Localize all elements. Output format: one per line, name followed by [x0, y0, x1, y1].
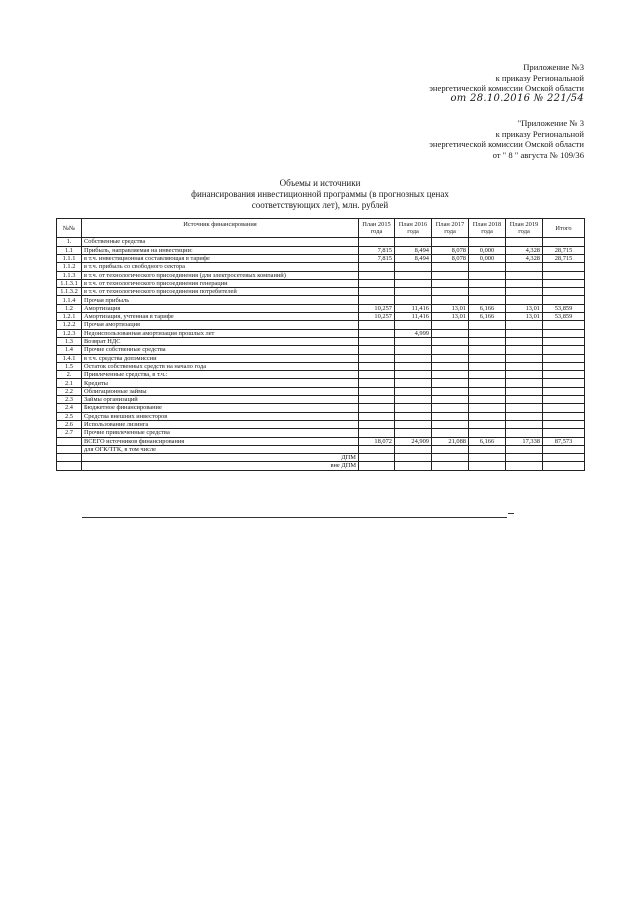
row-code: 1.5 — [57, 362, 82, 370]
row-value-plan-2015 — [359, 279, 395, 287]
row-value-plan-2018 — [469, 271, 506, 279]
table-row — [57, 454, 585, 462]
table-row — [57, 462, 585, 470]
header-plan-2018: План 2018 года — [469, 219, 506, 238]
row-source-name: Бюджетное финансирование — [82, 404, 359, 412]
row-value-plan-2017 — [432, 379, 469, 387]
row-value-plan-2015: 18,072 — [359, 437, 395, 445]
row-value-plan-2018: 6,166 — [469, 304, 506, 312]
row-value-plan-2018 — [469, 362, 506, 370]
handwritten-date-number: от 28.10.2016 № 221/54 — [450, 92, 584, 104]
annex-header-line: энергетической комиссии Омской области — [429, 83, 584, 94]
table-row — [57, 346, 585, 354]
row-source-name: Амортизация, учтенная в тарифе — [82, 313, 359, 321]
row-value-plan-2018 — [469, 346, 506, 354]
row-value-total — [543, 296, 585, 304]
row-value-plan-2016 — [395, 396, 432, 404]
row-value-plan-2015: 10,257 — [359, 304, 395, 312]
row-source-name: Прибыль, направляемая на инвестиции: — [82, 246, 359, 254]
row-value-plan-2015 — [359, 462, 395, 470]
table-row — [57, 255, 585, 263]
row-value-plan-2016 — [395, 379, 432, 387]
title-line: соответствующих лет), млн. рублей — [251, 200, 389, 210]
row-value-plan-2017: 13,01 — [432, 313, 469, 321]
row-code: 1.2.1 — [57, 313, 82, 321]
row-value-plan-2017: 13,01 — [432, 304, 469, 312]
row-value-plan-2016 — [395, 337, 432, 345]
row-value-plan-2017 — [432, 371, 469, 379]
row-value-plan-2019 — [506, 445, 543, 453]
row-value-plan-2018 — [469, 337, 506, 345]
row-value-plan-2017 — [432, 445, 469, 453]
row-value-plan-2019: 13,01 — [506, 313, 543, 321]
row-code: 1.2.2 — [57, 321, 82, 329]
row-value-plan-2019: 13,01 — [506, 304, 543, 312]
row-code: 1.2.3 — [57, 329, 82, 337]
row-value-plan-2017 — [432, 238, 469, 246]
row-value-plan-2015 — [359, 238, 395, 246]
row-source-name: Использование лизинга — [82, 420, 359, 428]
row-value-plan-2019 — [506, 371, 543, 379]
row-value-total — [543, 337, 585, 345]
row-value-total — [543, 271, 585, 279]
row-value-plan-2019 — [506, 462, 543, 470]
table-row — [57, 271, 585, 279]
row-code: 2.3 — [57, 396, 82, 404]
row-source-name: ДПМ — [82, 454, 359, 462]
table-row — [57, 404, 585, 412]
row-value-total — [543, 288, 585, 296]
row-value-total — [543, 420, 585, 428]
row-source-name: Кредиты — [82, 379, 359, 387]
row-value-total: 28,715 — [543, 255, 585, 263]
title-line: финансирования инвестиционной программы (в прогнозных ценах — [191, 189, 449, 199]
signature-line — [82, 517, 507, 518]
row-value-plan-2016 — [395, 387, 432, 395]
row-value-total — [543, 362, 585, 370]
row-value-plan-2015 — [359, 329, 395, 337]
row-value-plan-2016 — [395, 346, 432, 354]
row-source-name: Прочие собственные средства — [82, 346, 359, 354]
row-value-total — [543, 354, 585, 362]
row-value-plan-2015 — [359, 288, 395, 296]
row-value-plan-2018 — [469, 396, 506, 404]
row-value-plan-2019 — [506, 412, 543, 420]
row-value-plan-2016 — [395, 321, 432, 329]
table-row — [57, 304, 585, 312]
row-value-plan-2019 — [506, 279, 543, 287]
table-row — [57, 288, 585, 296]
row-value-plan-2019 — [506, 429, 543, 437]
row-value-plan-2015 — [359, 337, 395, 345]
row-value-plan-2019 — [506, 346, 543, 354]
row-code: 2.6 — [57, 420, 82, 428]
row-value-plan-2018 — [469, 296, 506, 304]
row-value-plan-2015 — [359, 321, 395, 329]
row-value-plan-2017 — [432, 396, 469, 404]
row-value-plan-2015: 7,815 — [359, 255, 395, 263]
annex-header-line: "Приложение № 3 — [517, 118, 584, 128]
row-value-plan-2016: 8,494 — [395, 246, 432, 254]
header-plan-2019: План 2019 года — [506, 219, 543, 238]
row-value-plan-2015 — [359, 346, 395, 354]
row-value-plan-2015 — [359, 396, 395, 404]
row-value-plan-2017 — [432, 346, 469, 354]
row-value-plan-2019 — [506, 288, 543, 296]
row-value-total — [543, 404, 585, 412]
row-source-name: Амортизация — [82, 304, 359, 312]
header-plan-2015: План 2015 года — [359, 219, 395, 238]
row-code: 1.4.1 — [57, 354, 82, 362]
row-value-plan-2019: 17,338 — [506, 437, 543, 445]
row-code: 2. — [57, 371, 82, 379]
row-code: 1.1.4 — [57, 296, 82, 304]
table-row — [57, 321, 585, 329]
row-value-plan-2017 — [432, 412, 469, 420]
row-value-plan-2019 — [506, 420, 543, 428]
row-value-plan-2019 — [506, 329, 543, 337]
row-value-plan-2017 — [432, 337, 469, 345]
row-source-name: вне ДПМ — [82, 462, 359, 470]
row-value-plan-2019 — [506, 354, 543, 362]
row-value-plan-2019 — [506, 404, 543, 412]
row-code — [57, 462, 82, 470]
row-value-plan-2019: 4,328 — [506, 246, 543, 254]
row-value-plan-2017: 21,088 — [432, 437, 469, 445]
row-value-plan-2017 — [432, 354, 469, 362]
annex-header-line: энергетической комиссии Омской области — [429, 139, 584, 150]
row-value-plan-2019 — [506, 296, 543, 304]
row-value-plan-2016 — [395, 238, 432, 246]
table-row — [57, 337, 585, 345]
row-code: 1.1.3.1 — [57, 279, 82, 287]
row-value-total — [543, 346, 585, 354]
row-value-plan-2016: 8,494 — [395, 255, 432, 263]
row-value-total — [543, 462, 585, 470]
row-value-plan-2018 — [469, 445, 506, 453]
row-value-total — [543, 429, 585, 437]
annex-header-line: к приказу Региональной — [495, 72, 584, 83]
row-value-plan-2018: 0,000 — [469, 246, 506, 254]
row-source-name: в т.ч. прибыль со свободного сектора — [82, 263, 359, 271]
row-source-name: в т.ч. от технологического присоединения потребителей — [82, 288, 359, 296]
row-value-plan-2018 — [469, 462, 506, 470]
row-value-plan-2017: 8,078 — [432, 255, 469, 263]
row-value-plan-2017 — [432, 420, 469, 428]
row-code: 1. — [57, 238, 82, 246]
row-value-plan-2015 — [359, 354, 395, 362]
row-value-plan-2018 — [469, 354, 506, 362]
row-value-plan-2015 — [359, 429, 395, 437]
row-source-name: для ОГК/ТГК, в том числе — [82, 445, 359, 453]
line-tick-mark — [508, 513, 514, 514]
row-code: 1.1.3 — [57, 271, 82, 279]
row-value-plan-2016 — [395, 371, 432, 379]
row-value-plan-2018 — [469, 279, 506, 287]
row-value-total — [543, 387, 585, 395]
row-value-plan-2015 — [359, 379, 395, 387]
row-source-name: Облигационные займы — [82, 387, 359, 395]
row-value-plan-2015 — [359, 445, 395, 453]
row-value-plan-2017 — [432, 462, 469, 470]
row-value-plan-2018 — [469, 263, 506, 271]
row-value-plan-2019 — [506, 321, 543, 329]
row-value-plan-2016 — [395, 296, 432, 304]
row-value-plan-2018 — [469, 429, 506, 437]
row-value-plan-2019 — [506, 271, 543, 279]
row-value-plan-2016 — [395, 271, 432, 279]
row-value-plan-2017 — [432, 263, 469, 271]
row-value-plan-2017 — [432, 296, 469, 304]
row-value-plan-2017 — [432, 429, 469, 437]
row-value-plan-2016: 11,416 — [395, 304, 432, 312]
table-row — [57, 354, 585, 362]
row-value-plan-2018 — [469, 420, 506, 428]
table-header-row — [57, 219, 585, 238]
row-source-name: Привлеченные средства, в т.ч.: — [82, 371, 359, 379]
row-value-plan-2017 — [432, 387, 469, 395]
row-value-total — [543, 263, 585, 271]
row-value-plan-2019 — [506, 263, 543, 271]
table-row — [57, 445, 585, 453]
row-code — [57, 437, 82, 445]
annex-header-line: от " 8 " августа № 109/36 — [492, 149, 584, 160]
row-value-plan-2016 — [395, 412, 432, 420]
header-num: №№ — [57, 219, 82, 238]
row-value-plan-2019 — [506, 337, 543, 345]
row-value-plan-2015: 10,257 — [359, 313, 395, 321]
row-value-plan-2016 — [395, 263, 432, 271]
row-value-plan-2015 — [359, 404, 395, 412]
row-source-name: в т.ч. от технологического присоединения генерации — [82, 279, 359, 287]
row-value-plan-2017 — [432, 321, 469, 329]
table-row — [57, 362, 585, 370]
row-code: 2.5 — [57, 412, 82, 420]
row-value-plan-2017 — [432, 454, 469, 462]
row-source-name: ВСЕГО источников финансирования — [82, 437, 359, 445]
table-row — [57, 313, 585, 321]
row-value-plan-2019 — [506, 238, 543, 246]
row-value-plan-2016 — [395, 420, 432, 428]
row-value-total: 53,859 — [543, 313, 585, 321]
row-value-total — [543, 371, 585, 379]
row-value-plan-2018: 0,000 — [469, 255, 506, 263]
row-source-name: Недоиспользованная амортизация прошлых лет — [82, 329, 359, 337]
row-value-plan-2017 — [432, 404, 469, 412]
row-source-name: Собственные средства — [82, 238, 359, 246]
row-value-plan-2018 — [469, 288, 506, 296]
row-code — [57, 454, 82, 462]
table-row — [57, 412, 585, 420]
row-value-plan-2017 — [432, 329, 469, 337]
row-value-plan-2016 — [395, 454, 432, 462]
row-value-total: 87,573 — [543, 437, 585, 445]
row-value-total — [543, 445, 585, 453]
row-value-total — [543, 321, 585, 329]
row-source-name: Прочие привлеченные средства — [82, 429, 359, 437]
row-code: 1.1.2 — [57, 263, 82, 271]
row-code: 2.7 — [57, 429, 82, 437]
row-value-plan-2018 — [469, 412, 506, 420]
row-value-plan-2018 — [469, 238, 506, 246]
row-value-plan-2019 — [506, 362, 543, 370]
table-row — [57, 263, 585, 271]
table-row — [57, 246, 585, 254]
row-value-plan-2016 — [395, 462, 432, 470]
row-code: 2.4 — [57, 404, 82, 412]
row-source-name: Прочая амортизация — [82, 321, 359, 329]
row-value-total: 53,859 — [543, 304, 585, 312]
row-value-plan-2016 — [395, 362, 432, 370]
row-value-plan-2017 — [432, 279, 469, 287]
title-line: Объемы и источники — [279, 178, 361, 188]
row-value-total — [543, 329, 585, 337]
row-value-plan-2017 — [432, 288, 469, 296]
header-total: Итого — [543, 219, 585, 238]
annex-header-original — [429, 118, 584, 160]
header-source: Источник финансирования — [82, 219, 359, 238]
row-value-total — [543, 279, 585, 287]
row-value-plan-2015: 7,815 — [359, 246, 395, 254]
document-title — [0, 178, 640, 211]
table-row — [57, 296, 585, 304]
row-value-total — [543, 396, 585, 404]
row-value-plan-2016: 4,999 — [395, 329, 432, 337]
row-value-plan-2015 — [359, 263, 395, 271]
row-value-total — [543, 412, 585, 420]
row-code: 1.1.3.2 — [57, 288, 82, 296]
row-value-plan-2016 — [395, 404, 432, 412]
row-source-name: в т.ч. от технологического присоединения (для электросетевых компаний) — [82, 271, 359, 279]
row-value-plan-2018 — [469, 404, 506, 412]
table-row — [57, 420, 585, 428]
row-source-name: в т.ч. средства допэмиссии — [82, 354, 359, 362]
row-value-total: 28,715 — [543, 246, 585, 254]
row-value-plan-2015 — [359, 454, 395, 462]
row-value-plan-2018: 6,166 — [469, 437, 506, 445]
header-plan-2017: План 2017 года — [432, 219, 469, 238]
row-value-total — [543, 454, 585, 462]
row-source-name: в т.ч. инвестиционная составляющая в тарифе — [82, 255, 359, 263]
annex-header-line: к приказу Региональной — [495, 128, 584, 139]
row-value-plan-2018 — [469, 454, 506, 462]
row-value-plan-2016 — [395, 429, 432, 437]
table-row — [57, 238, 585, 246]
table-row — [57, 329, 585, 337]
row-value-plan-2015 — [359, 412, 395, 420]
row-source-name: Прочая прибыль — [82, 296, 359, 304]
row-value-plan-2015 — [359, 271, 395, 279]
row-code: 1.3 — [57, 337, 82, 345]
row-source-name: Возврат НДС — [82, 337, 359, 345]
table-row — [57, 437, 585, 445]
row-value-plan-2015 — [359, 420, 395, 428]
row-value-plan-2019 — [506, 387, 543, 395]
financing-table — [56, 218, 585, 471]
row-value-plan-2018 — [469, 387, 506, 395]
row-code: 1.1 — [57, 246, 82, 254]
row-value-plan-2016 — [395, 354, 432, 362]
row-code — [57, 445, 82, 453]
table-row — [57, 429, 585, 437]
row-value-plan-2018 — [469, 379, 506, 387]
row-value-total — [543, 238, 585, 246]
row-source-name: Остаток собственных средств на начало года — [82, 362, 359, 370]
header-plan-2016: План 2016 года — [395, 219, 432, 238]
row-value-plan-2015 — [359, 371, 395, 379]
row-value-plan-2016 — [395, 288, 432, 296]
row-value-plan-2018 — [469, 329, 506, 337]
row-code: 1.1.1 — [57, 255, 82, 263]
row-value-plan-2018 — [469, 371, 506, 379]
row-code: 2.1 — [57, 379, 82, 387]
row-value-plan-2016: 24,909 — [395, 437, 432, 445]
table-row — [57, 379, 585, 387]
table-row — [57, 396, 585, 404]
row-source-name: Средства внешних инвесторов — [82, 412, 359, 420]
row-value-plan-2018: 6,166 — [469, 313, 506, 321]
row-value-plan-2015 — [359, 296, 395, 304]
row-value-plan-2019: 4,328 — [506, 255, 543, 263]
annex-header-line: Приложение №3 — [523, 62, 584, 72]
row-value-plan-2016 — [395, 445, 432, 453]
row-value-plan-2019 — [506, 396, 543, 404]
row-value-plan-2016: 11,416 — [395, 313, 432, 321]
row-value-plan-2017 — [432, 271, 469, 279]
row-value-plan-2015 — [359, 387, 395, 395]
row-source-name: Займы организаций — [82, 396, 359, 404]
row-value-plan-2016 — [395, 279, 432, 287]
row-code: 2.2 — [57, 387, 82, 395]
row-value-plan-2019 — [506, 379, 543, 387]
table-row — [57, 279, 585, 287]
row-value-total — [543, 379, 585, 387]
annex-header-new — [429, 62, 584, 104]
row-value-plan-2017 — [432, 362, 469, 370]
row-value-plan-2015 — [359, 362, 395, 370]
table-row — [57, 371, 585, 379]
row-code: 1.2 — [57, 304, 82, 312]
row-value-plan-2017: 8,078 — [432, 246, 469, 254]
row-value-plan-2018 — [469, 321, 506, 329]
row-value-plan-2019 — [506, 454, 543, 462]
table-row — [57, 387, 585, 395]
row-code: 1.4 — [57, 346, 82, 354]
